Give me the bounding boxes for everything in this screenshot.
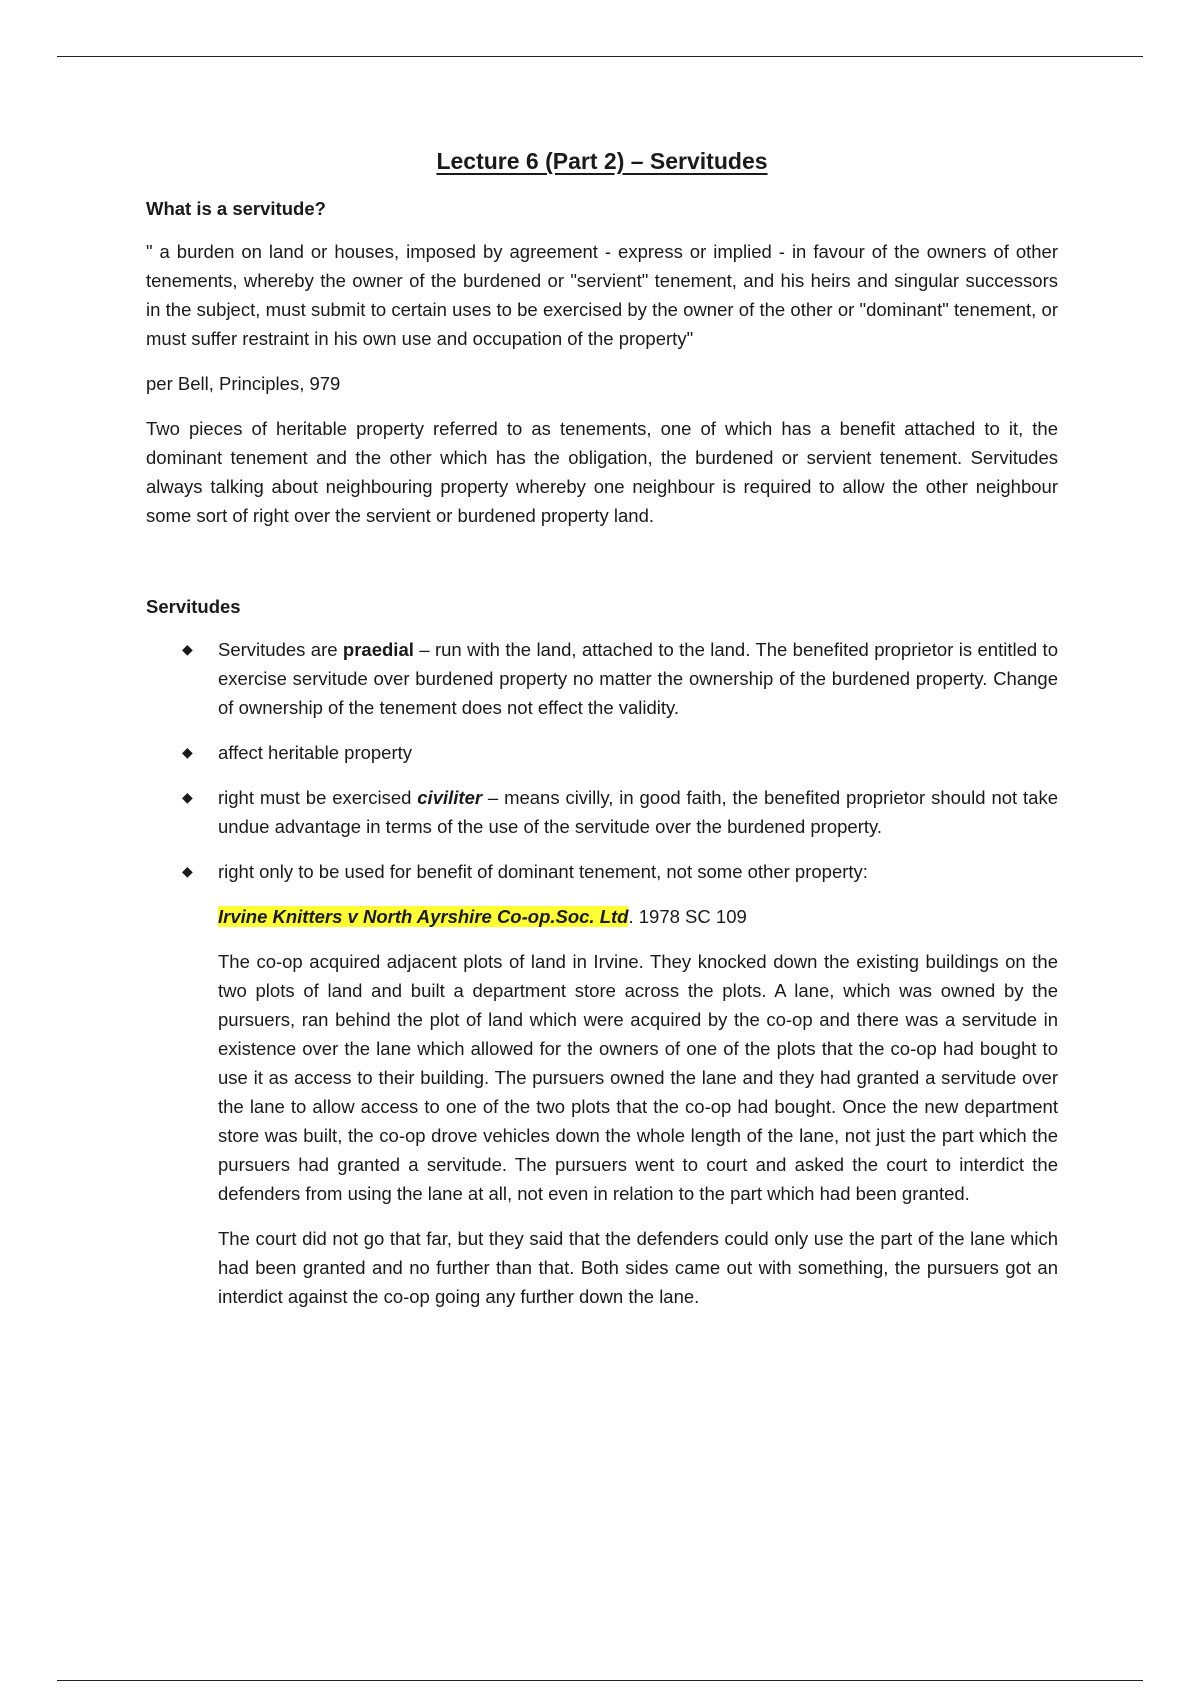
- case-block: [146, 902, 1058, 1311]
- list-item-civiliter: [146, 783, 1058, 841]
- bullet3-text: – means civilly, in good faith, the benefited proprietor should not take undue advantage in terms of the use of the servitude over the burdened property.: [218, 787, 1058, 837]
- bullet4-text: right only to be used for benefit of dominant tenement, not some other property:: [218, 861, 868, 882]
- list-item-praedial: [146, 635, 1058, 722]
- case-name: Irvine Knitters v North Ayrshire Co-op.Soc. Ltd: [218, 906, 629, 927]
- page-title: Lecture 6 (Part 2) – Servitudes: [436, 148, 768, 174]
- case-reference: [218, 902, 1058, 931]
- bullet-diamond-icon: ◆: [182, 641, 193, 657]
- bullet1-prefix: Servitudes are: [218, 639, 343, 660]
- bullet-diamond-icon: ◆: [182, 863, 193, 879]
- bell-definition-quote: " a burden on land or houses, imposed by agreement - express or implied - in favour of the owners of other tenements, whereby the owner of the burdened or "servient" tenement, and his heirs and singular successors in the subject, must submit to certain uses to be exercised by the owner of the other or "dominant" tenement, or must suffer restraint in his own use and occupation of the property": [146, 241, 1058, 349]
- quote-citation: per Bell, Principles, 979: [146, 373, 341, 394]
- section-heading-what-is-servitude: What is a servitude?: [146, 198, 326, 219]
- bullet3-prefix: right must be exercised: [218, 787, 418, 808]
- footer-rule: [57, 1680, 1143, 1681]
- case-outcome: The court did not go that far, but they said that the defenders could only use the part of the lane which had been granted and no further than that. Both sides came out with something, the pursuers got an interdict against the co-op going any further down the lane.: [218, 1228, 1058, 1307]
- document-body: [146, 146, 1058, 1327]
- list-item-heritable: [146, 738, 1058, 767]
- bullet-diamond-icon: ◆: [182, 789, 193, 805]
- case-facts: The co-op acquired adjacent plots of land in Irvine. They knocked down the existing buildings on the two plots of land and built a department store across the plots. A lane, which was owned by the pursuers, ran behind the plot of land which were acquired by the co-op and there was a servitude in existence over the lane which allowed for the owners of one of the plots that the co-op had bought to use it as access to their building. The pursuers owned the lane and they had granted a servitude over the lane to allow access to one of the two plots that the co-op had bought. Once the new department store was built, the co-op drove vehicles down the whole length of the lane, not just the part which the pursuers had granted a servitude. The pursuers went to court and asked the court to interdict the defenders from using the lane at all, not even in relation to the part which had been granted.: [218, 951, 1058, 1204]
- servitude-properties-list: [146, 635, 1058, 886]
- bullet1-text: – run with the land, attached to the land. The benefited proprietor is entitled to exercise servitude over burdened property no matter the ownership of the burdened property. Change of ownership of the tenement does not effect the validity.: [218, 639, 1058, 718]
- case-citation: . 1978 SC 109: [628, 906, 747, 927]
- header-rule: [57, 56, 1143, 57]
- bullet2-text: affect heritable property: [218, 742, 413, 763]
- tenements-explanation: Two pieces of heritable property referred to as tenements, one of which has a benefit attached to it, the dominant tenement and the other which has the obligation, the burdened or servient tenement. Servitudes always talking about neighbouring property whereby one neighbour is required to allow the other neighbour some sort of right over the servient or burdened property land.: [146, 418, 1058, 526]
- term-praedial: praedial: [342, 639, 414, 660]
- list-item-dominant-benefit: [146, 857, 1058, 886]
- section-heading-servitudes: Servitudes: [146, 596, 241, 617]
- term-civiliter: civiliter: [417, 787, 483, 808]
- bullet-diamond-icon: ◆: [182, 744, 193, 760]
